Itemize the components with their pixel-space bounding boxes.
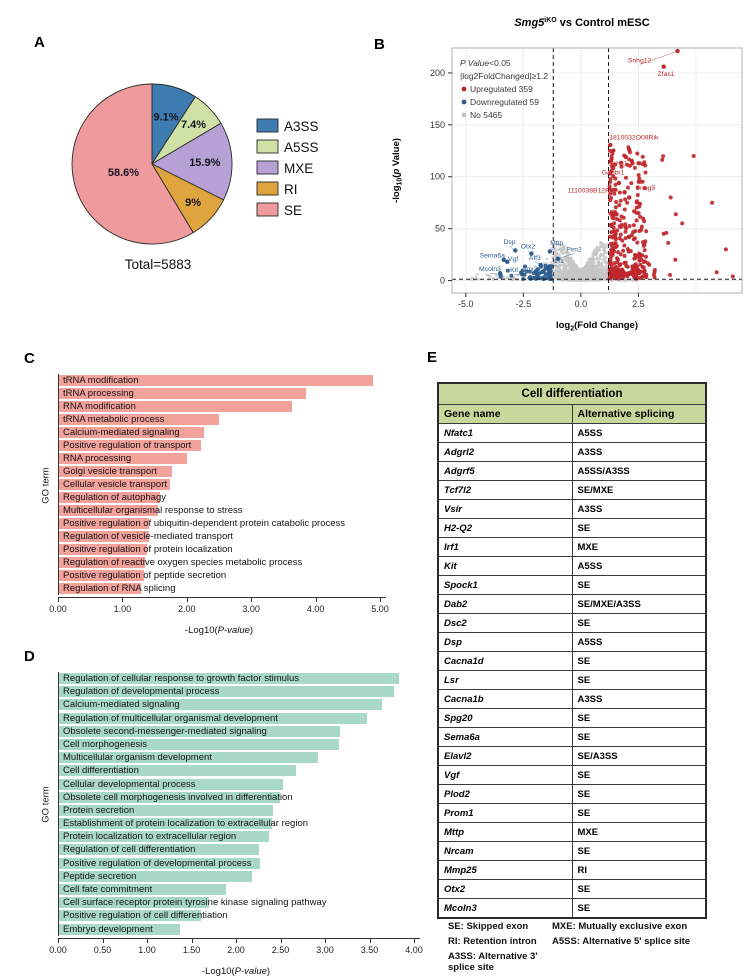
pie-pct-A3SS: 9.1%	[153, 111, 179, 124]
alt-splicing-cell: SE	[572, 671, 706, 690]
svg-text:2.5: 2.5	[632, 299, 645, 309]
table-row	[438, 690, 706, 709]
legend-label-SE: SE	[284, 203, 303, 218]
go-x-tick: 2.50	[271, 945, 290, 955]
go-x-tick: 0.00	[49, 604, 67, 614]
go-y-axis-label: GO term	[40, 786, 52, 823]
gene-label-Mttp: Mttp	[550, 240, 564, 248]
go-term-label: Golgi vesicle transport	[63, 466, 157, 477]
gene-name-cell: Spg20	[438, 709, 572, 728]
go-row	[59, 530, 421, 543]
go-row	[59, 582, 421, 595]
footnote-item: SE: Skipped exon	[448, 921, 529, 932]
go-row	[59, 830, 455, 843]
go-row	[59, 909, 455, 922]
go-term-label: Cellular developmental process	[63, 778, 196, 790]
alt-splicing-cell: SE	[572, 804, 706, 823]
table-row	[438, 538, 706, 557]
go-term-label: Establishment of protein localization to extracellular region	[63, 818, 309, 830]
alt-splicing-cell: SE	[572, 728, 706, 747]
go-row	[59, 413, 421, 426]
pie-pct-A5SS: 7.4%	[180, 119, 207, 131]
alt-splicing-cell: SE/MXE/A3SS	[572, 595, 706, 614]
gene-name-cell: Mmp25	[438, 861, 572, 880]
cell-differentiation-table	[437, 382, 707, 919]
go-term-label: Positive regulation of ubiquitin-dependent protein catabolic process	[63, 518, 346, 529]
gene-name-cell: Mttp	[438, 823, 572, 842]
volcano-y-axis-label: $-\log_{10}(p$ Value)	[391, 138, 404, 203]
pie-pct-RI: 9%	[185, 197, 202, 210]
gene-label-1810032O08Rik: 1810032O08Rik	[609, 134, 659, 142]
go-term-label: Regulation of reactive oxygen species metabolic process	[63, 557, 303, 568]
gene-name-cell: Cacna1d	[438, 652, 572, 671]
legend-swatch-A3SS	[257, 119, 278, 132]
go-term-label: Regulation of RNA splicing	[63, 583, 176, 594]
go-x-tick: 3.50	[360, 945, 379, 955]
go-x-tick: 3.00	[316, 945, 334, 955]
go-x-tick: 2.00	[178, 604, 196, 614]
svg-text:100: 100	[429, 171, 445, 182]
table-row	[438, 899, 706, 919]
footnote-item: A5SS: Alternative 5' splice site	[552, 936, 691, 947]
alt-splicing-cell: A5SS	[572, 424, 706, 443]
gene-name-cell: H2-Q2	[438, 519, 572, 538]
go-bar-chart-d	[40, 672, 478, 977]
go-row	[59, 504, 421, 517]
go-x-tick: 4.00	[306, 604, 325, 614]
gene-name-cell: Kit	[438, 557, 572, 576]
table-col-alt-splicing: Alternative splicing	[572, 405, 706, 424]
gene-label-Gabbr1: Gabbr1	[601, 169, 625, 177]
table-row	[438, 842, 706, 861]
go-row	[59, 439, 421, 452]
panel-d-letter: D	[24, 648, 35, 665]
panel-a-letter: A	[34, 34, 45, 51]
svg-text:50: 50	[434, 223, 445, 234]
go-row	[59, 804, 455, 817]
go-term-label: Obsolete second-messenger-mediated signaling	[63, 725, 267, 737]
go-row	[59, 685, 455, 698]
go-row	[59, 569, 421, 582]
gene-label-Sema6a: Sema6a	[479, 252, 505, 260]
splicing-abbreviation-footnotes	[448, 921, 690, 977]
alt-splicing-cell: SE	[572, 652, 706, 671]
go-term-label: tRNA metabolic process	[63, 414, 165, 425]
gene-name-cell: Otx2	[438, 880, 572, 899]
go-row	[59, 791, 455, 804]
svg-text:-5.0: -5.0	[458, 299, 474, 309]
splicing-pie-chart	[30, 32, 360, 282]
gene-name-cell: Dsp	[438, 633, 572, 652]
gene-name-cell: Nfatc1	[438, 424, 572, 443]
table-row	[438, 633, 706, 652]
go-row	[59, 478, 421, 491]
go-x-tick: 4.00	[405, 945, 423, 955]
go-term-label: RNA processing	[63, 453, 132, 464]
table-row	[438, 462, 706, 481]
legend-label-MXE: MXE	[284, 161, 314, 176]
table-row	[438, 519, 706, 538]
go-term-label: Regulation of developmental process	[63, 686, 220, 698]
gene-label-Pim2: Pim2	[566, 246, 582, 254]
panel-c-letter: C	[24, 350, 35, 367]
go-bar-chart-c	[40, 374, 438, 644]
gene-name-cell: Mcoln3	[438, 899, 572, 919]
go-term-label: Cell surface receptor protein tyrosine kinase signaling pathway	[63, 897, 327, 909]
panel-e-letter: E	[427, 349, 438, 366]
go-row	[59, 817, 455, 830]
go-x-axis-label: -Log10(P-value)	[184, 625, 254, 636]
volcano-legend-item: Downregulated 59	[470, 97, 539, 107]
go-term-label: Regulation of cell differentiation	[63, 844, 196, 856]
go-term-label: tRNA processing	[63, 388, 134, 399]
gene-name-cell: Adgrf5	[438, 462, 572, 481]
gene-label-Irf1: Irf1	[554, 257, 564, 265]
go-row	[59, 712, 455, 725]
table-row	[438, 861, 706, 880]
svg-text:150: 150	[429, 119, 445, 130]
pie-total-label: Total=5883	[124, 257, 192, 272]
go-term-label: Cell fate commitment	[63, 884, 153, 895]
table-row	[438, 500, 706, 519]
go-term-label: Peptide secretion	[63, 870, 137, 882]
alt-splicing-cell: SE	[572, 785, 706, 804]
gene-label-1110038B12Rik: 1110038B12Rik	[567, 187, 615, 195]
go-row	[59, 698, 455, 711]
go-row	[59, 843, 455, 856]
go-row	[59, 857, 455, 870]
alt-splicing-cell: A5SS	[572, 633, 706, 652]
gene-name-cell: Prom1	[438, 804, 572, 823]
go-x-tick: 1.50	[182, 945, 201, 955]
gene-label-Snhg1: Snhg1	[607, 160, 628, 168]
go-row	[59, 778, 455, 791]
alt-splicing-cell: SE	[572, 519, 706, 538]
table-row	[438, 652, 706, 671]
go-row	[59, 672, 455, 685]
pie-legend	[257, 119, 319, 218]
alt-splicing-cell: A3SS	[572, 443, 706, 462]
go-term-label: Embryo development	[63, 923, 153, 935]
footnote-row	[448, 951, 690, 973]
gene-name-cell: Adgrl2	[438, 443, 572, 462]
go-row	[59, 883, 455, 896]
go-x-tick: 1.00	[138, 945, 156, 955]
go-x-tick: 2.00	[227, 945, 245, 955]
svg-text:P Value<0.05: P Value<0.05	[460, 58, 511, 68]
legend-swatch-A5SS	[257, 140, 278, 153]
alt-splicing-cell: SE	[572, 899, 706, 919]
gene-label-Vgf: Vgf	[507, 255, 519, 263]
gene-name-cell: Spock1	[438, 576, 572, 595]
pie-pct-SE: 58.6%	[107, 166, 140, 179]
alt-splicing-cell: A3SS	[572, 500, 706, 519]
go-term-label: Positive regulation of developmental process	[63, 857, 252, 869]
table-row	[438, 443, 706, 462]
alt-splicing-cell: SE/MXE	[572, 481, 706, 500]
go-term-label: Multicellular organism development	[63, 752, 212, 764]
footnote-item: RI: Retention intron	[448, 936, 537, 947]
go-term-label: Positive regulation of transport	[63, 440, 192, 451]
gene-name-cell: Irf1	[438, 538, 572, 557]
table-row	[438, 728, 706, 747]
legend-swatch-RI	[257, 182, 278, 195]
go-row	[59, 870, 455, 883]
go-term-label: Protein localization to extracellular region	[63, 831, 237, 843]
svg-text:0.0: 0.0	[574, 299, 588, 309]
gene-name-cell: Sema6a	[438, 728, 572, 747]
go-term-label: Regulation of multicellular organismal development	[63, 712, 278, 724]
footnote-row	[448, 936, 690, 947]
table-row	[438, 576, 706, 595]
footnote-item: MXE: Mutually exclusive exon	[552, 921, 688, 932]
volcano-x-axis-label: $\log_2(Fold$ Change)	[555, 320, 639, 333]
gene-name-cell: Vsir	[438, 500, 572, 519]
go-x-tick: 5.00	[371, 604, 389, 614]
go-term-label: RNA modification	[63, 401, 136, 412]
gene-name-cell: Elavl2	[438, 747, 572, 766]
footnote-row	[448, 921, 690, 932]
go-term-label: Cell differentiation	[63, 765, 139, 777]
go-row	[59, 374, 421, 387]
go-x-tick: 3.00	[242, 604, 260, 614]
go-row	[59, 764, 455, 777]
svg-text:200: 200	[429, 67, 445, 78]
legend-label-A3SS: A3SS	[284, 119, 319, 134]
svg-text:-2.5: -2.5	[515, 299, 532, 309]
alt-splicing-cell: SE	[572, 576, 706, 595]
alt-splicing-cell: MXE	[572, 538, 706, 557]
gene-name-cell: Cacna1b	[438, 690, 572, 709]
alt-splicing-cell: A5SS	[572, 557, 706, 576]
gene-name-cell: Lsr	[438, 671, 572, 690]
alt-splicing-cell: MXE	[572, 823, 706, 842]
go-x-tick: 1.00	[113, 604, 132, 614]
table-row	[438, 747, 706, 766]
table-row	[438, 785, 706, 804]
go-row	[59, 556, 421, 569]
go-row	[59, 923, 455, 936]
go-term-label: Positive regulation of peptide secretion	[63, 570, 227, 581]
go-row	[59, 387, 421, 400]
go-x-tick: 0.50	[93, 945, 112, 955]
go-term-label: Cellular vesicle transport	[63, 479, 168, 490]
go-x-axis-label: -Log10(P-value)	[201, 966, 271, 977]
go-term-label: Regulation of autophagy	[63, 492, 166, 503]
table-row	[438, 671, 706, 690]
go-row	[59, 517, 421, 530]
alt-splicing-cell: SE	[572, 614, 706, 633]
svg-text:|log2FoldChanged|≥1.2: |log2FoldChanged|≥1.2	[460, 71, 549, 81]
go-term-label: Protein secretion	[63, 804, 135, 816]
go-term-label: Multicellular organismal response to stress	[63, 505, 243, 516]
table-row	[438, 880, 706, 899]
alt-splicing-cell: SE	[572, 766, 706, 785]
table-row	[438, 481, 706, 500]
volcano-legend-item: Upregulated 359	[470, 84, 533, 94]
go-row	[59, 543, 421, 556]
go-term-label: Positive regulation of protein localization	[63, 544, 233, 555]
table-row	[438, 614, 706, 633]
alt-splicing-cell: A5SS/A3SS	[572, 462, 706, 481]
table-row	[438, 424, 706, 443]
gene-label-Snhg5: Snhg5	[635, 185, 656, 193]
gene-label-Otx2: Otx2	[520, 243, 536, 251]
go-term-label: Obsolete cell morphogenesis involved in differentiation	[63, 791, 293, 803]
volcano-legend-item: No 5465	[470, 110, 503, 120]
table-title: Cell differentiation	[438, 383, 706, 405]
alt-splicing-cell: A3SS	[572, 690, 706, 709]
pie-pct-MXE: 15.9%	[189, 157, 221, 170]
gene-name-cell: Plod2	[438, 785, 572, 804]
go-term-label: Calcium-mediated signaling	[63, 699, 180, 711]
go-row	[59, 465, 421, 478]
table-row	[438, 557, 706, 576]
gene-label-Zfas1: Zfas1	[657, 71, 675, 79]
go-row	[59, 751, 455, 764]
go-term-label: Positive regulation of cell differentiation	[63, 910, 228, 922]
footnote-item: A3SS: Alternative 3' splice site	[448, 951, 538, 973]
alt-splicing-cell: SE	[572, 842, 706, 861]
gene-label-Kit: Kit	[510, 267, 519, 275]
gene-name-cell: Nrcam	[438, 842, 572, 861]
gene-name-cell: Tcf7l2	[438, 481, 572, 500]
gene-name-cell: Dab2	[438, 595, 572, 614]
legend-label-RI: RI	[284, 182, 298, 197]
table-row	[438, 766, 706, 785]
go-term-label: Regulation of vesicle-mediated transport	[63, 531, 234, 542]
go-row	[59, 400, 421, 413]
gene-name-cell: Vgf	[438, 766, 572, 785]
table-col-gene-name: Gene name	[438, 405, 572, 424]
legend-swatch-SE	[257, 203, 278, 216]
go-row	[59, 426, 421, 439]
go-row	[59, 738, 455, 751]
gene-label-Aff3: Aff3	[528, 254, 541, 262]
svg-text:0: 0	[439, 275, 445, 286]
gene-label-Dsp: Dsp	[503, 239, 516, 247]
go-term-label: Cell morphogenesis	[63, 738, 147, 750]
gene-name-cell: Dsc2	[438, 614, 572, 633]
go-row	[59, 452, 421, 465]
go-x-tick: 0.00	[49, 945, 67, 955]
go-row	[59, 896, 455, 909]
table-row	[438, 823, 706, 842]
go-term-label: Calcium-mediated signaling	[63, 427, 180, 438]
legend-swatch-MXE	[257, 161, 278, 174]
volcano-plot	[375, 10, 750, 345]
go-x-axis	[49, 938, 423, 965]
table-row	[438, 709, 706, 728]
alt-splicing-cell: RI	[572, 861, 706, 880]
go-term-label: tRNA modification	[63, 375, 139, 386]
volcano-legend	[460, 58, 548, 120]
table-row	[438, 804, 706, 823]
go-row	[59, 725, 455, 738]
table-row	[438, 595, 706, 614]
gene-label-Snhg12: Snhg12	[627, 57, 652, 65]
volcano-title: $Smg5^{iKO}$ vs Control mESC	[514, 17, 650, 29]
go-row	[59, 491, 421, 504]
go-y-axis-label: GO term	[40, 466, 52, 504]
panel-b-letter: B	[374, 36, 385, 53]
go-term-label: Regulation of cellular response to growth factor stimulus	[63, 673, 300, 684]
alt-splicing-cell: SE	[572, 880, 706, 899]
alt-splicing-cell: SE	[572, 709, 706, 728]
gene-label-Mcoln3: Mcoln3	[479, 266, 501, 274]
gene-label-Tox3: Tox3	[523, 266, 538, 274]
go-x-axis	[49, 597, 389, 624]
legend-label-A5SS: A5SS	[284, 140, 319, 155]
alt-splicing-cell: SE/A3SS	[572, 747, 706, 766]
